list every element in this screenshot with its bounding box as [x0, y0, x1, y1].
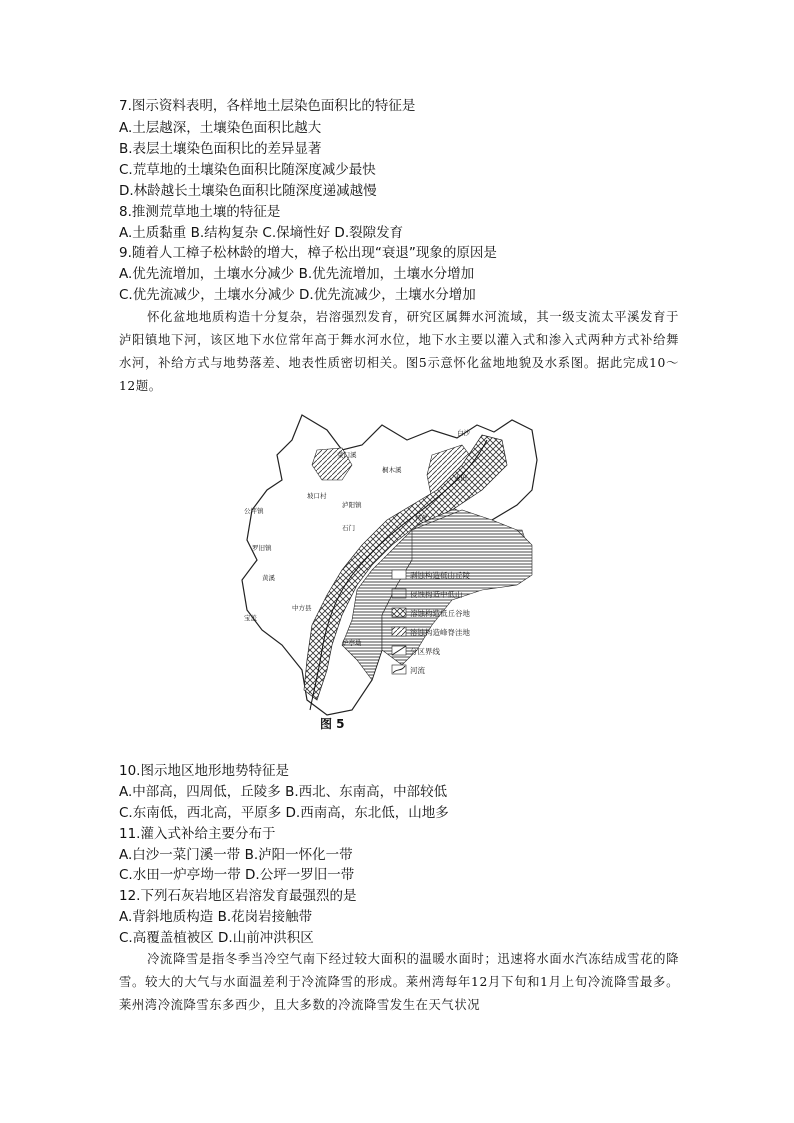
place-label: 桐木溪 [382, 466, 402, 474]
q12-options-cd: C.高覆盖植被区 D.山前冲洪积区 [119, 930, 314, 946]
place-label: 水田 [454, 474, 467, 482]
q7-option-b: B.表层土壤染色面积比的差异显著 [119, 141, 322, 157]
place-label: 菜门溪 [337, 451, 357, 459]
place-label: 石门 [342, 524, 355, 532]
q11-options-ab: A.白沙一菜门溪一带 B.泸阳一怀化一带 [119, 847, 353, 863]
legend-label: 分区界线 [410, 647, 440, 656]
place-label: 泸阳镇 [342, 501, 362, 509]
q11-stem: 11.灌入式补给主要分布于 [119, 826, 276, 842]
place-label: 罗旧镇 [252, 544, 272, 552]
q10-options-cd: C.东南低，西北高，平原多 D.西南高，东北低，山地多 [119, 805, 449, 821]
q12-options-ab: A.背斜地质构造 B.花岗岩接触带 [119, 909, 313, 925]
figure-5-map [232, 410, 652, 740]
legend-label: 河流 [410, 666, 425, 675]
legend-swatch-blank [392, 570, 406, 579]
q7-stem: 7.图示资料表明，各样地土层染色面积比的特征是 [119, 98, 416, 114]
legend-label: 溶蚀构造峰脊洼地 [410, 628, 470, 637]
passage-huaihua-text: 怀化盆地地质构造十分复杂，岩溶强烈发育，研究区属舞水河流域，其一级支流太平溪发育于泸阳镇地下河，该区地下水位常年高于舞水河水位，地下水主要以灌入式和渗入式两种方式补给舞水河，补给方式与地势落差、地表性质密切相关。图5示意怀化盆地地貌及水系图。据此完成10～12题。 [119, 310, 679, 393]
place-label: 坡口村 [307, 492, 327, 500]
legend-swatch-crosshatch [392, 608, 406, 617]
q7-option-d: D.林龄越长土壤染色面积比随深度递减越慢 [119, 183, 377, 199]
q10-stem: 10.图示地区地形地势特征是 [119, 763, 289, 779]
legend-label: 溶蚀构造低丘谷地 [410, 609, 470, 618]
figure-caption: 图 5 [320, 717, 345, 731]
place-label: 黄溪 [262, 574, 275, 582]
legend-swatch-diagonal [392, 627, 406, 636]
q9-stem: 9.随着人工樟子松林龄的增大，樟子松出现“衰退”现象的原因是 [119, 245, 497, 261]
q12-stem: 12.下列石灰岩地区岩溶发育最强烈的是 [119, 888, 357, 904]
basin-map-svg [232, 410, 652, 740]
place-label: 怀化 [415, 514, 428, 522]
place-label: 炉亭坳 [342, 639, 362, 647]
legend-swatch-stripe [392, 589, 406, 598]
q7-option-a: A.土层越深，土壤染色面积比越大 [119, 120, 322, 136]
q8-stem: 8.推测荒草地土壤的特征是 [119, 204, 281, 220]
q8-options: A.土质黏重 B.结构复杂 C.保墒性好 D.裂隙发育 [119, 225, 404, 241]
q11-options-cd: C.水田一炉亭坳一带 D.公坪一罗旧一带 [119, 867, 355, 883]
passage-snowfall [119, 948, 679, 1017]
place-label: 白沙 [457, 429, 470, 437]
place-label: 宝盖 [244, 614, 257, 622]
legend-label: 侵蚀构造中低山 [410, 590, 463, 599]
q7-option-c: C.荒草地的土壤染色面积比随深度减少最快 [119, 162, 376, 178]
place-label: 公坪镇 [244, 507, 264, 515]
q9-options-ab: A.优先流增加，土壤水分减少 B.优先流增加，土壤水分增加 [119, 266, 475, 282]
legend-label: 剥蚀构造低山丘陵 [410, 571, 470, 580]
q10-options-ab: A.中部高，四周低，丘陵多 B.西北、东南高，中部较低 [119, 784, 448, 800]
q9-options-cd: C.优先流减少，土壤水分减少 D.优先流减少，土壤水分增加 [119, 287, 476, 303]
passage-snowfall-text: 冷流降雪是指冬季当冷空气南下经过较大面积的温暖水面时；迅速将水面水汽冻结成雪花的降雪。较大的大气与水面温差利于冷流降雪的形成。莱州湾每年12月下旬和1月上旬冷流降雪最多。莱州湾冷流降雪东多西少，且大多数的冷流降雪发生在天气状况 [119, 952, 679, 1012]
place-label: 中方县 [292, 604, 312, 612]
passage-huaihua [119, 306, 679, 398]
